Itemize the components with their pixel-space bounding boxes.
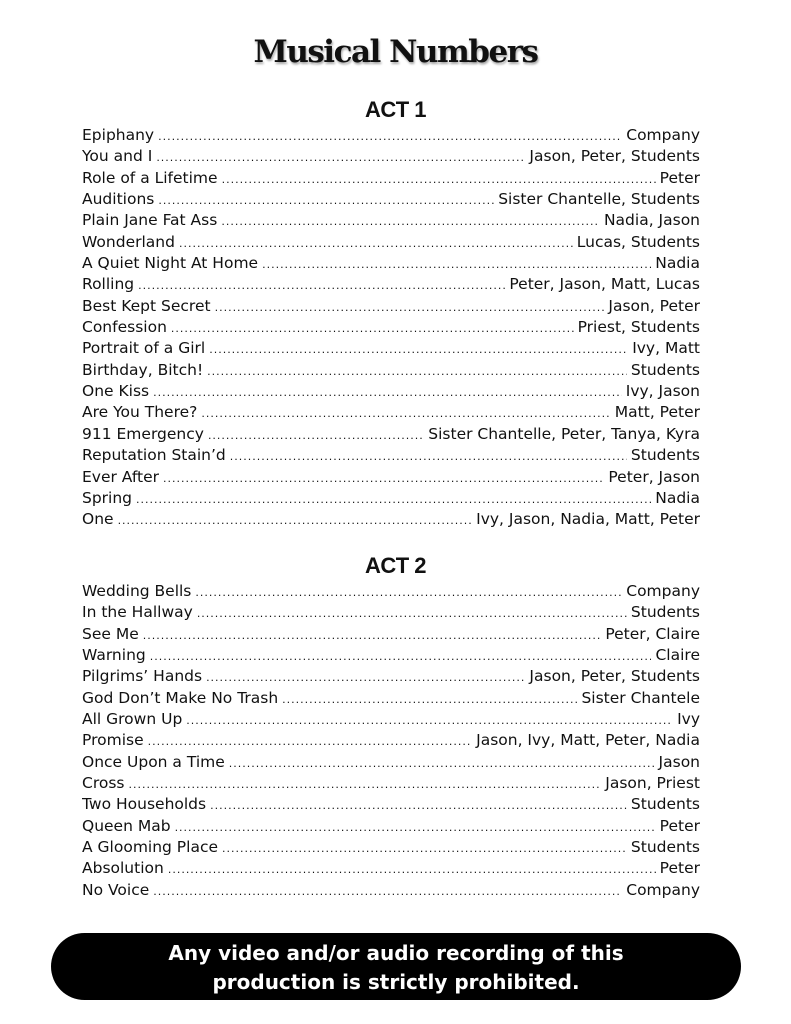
song-row — [82, 189, 700, 210]
dot-leader — [222, 838, 627, 858]
song-row — [82, 253, 700, 274]
dot-leader — [222, 169, 656, 189]
song-title: Two Households — [82, 795, 207, 814]
song-row — [82, 581, 700, 602]
dot-leader — [230, 446, 627, 466]
dot-leader — [179, 233, 573, 253]
dot-leader — [153, 881, 622, 901]
song-row — [82, 624, 700, 645]
song-cast: Ivy, Jason — [625, 382, 700, 401]
song-row — [82, 709, 700, 730]
dot-leader — [282, 689, 577, 709]
song-title: Spring — [82, 488, 133, 507]
song-cast: Claire — [655, 646, 700, 665]
dot-leader — [210, 795, 627, 815]
dot-leader — [171, 318, 574, 338]
dot-leader — [209, 339, 628, 359]
song-cast: Students — [630, 360, 700, 379]
song-cast: Priest, Students — [577, 318, 700, 337]
song-row — [82, 837, 700, 858]
song-row — [82, 488, 700, 509]
dot-leader — [148, 731, 473, 751]
song-title: Wonderland — [82, 232, 175, 251]
dot-leader — [158, 126, 622, 146]
song-title: Promise — [82, 731, 144, 750]
song-cast: Sister Chantele — [581, 688, 700, 707]
song-cast: Students — [630, 603, 700, 622]
song-cast: Peter, Jason, Matt, Lucas — [509, 275, 700, 294]
song-row — [82, 666, 700, 687]
song-cast: Nadia — [655, 254, 700, 273]
song-title: One Kiss — [82, 382, 150, 401]
dot-leader — [163, 468, 604, 488]
song-row — [82, 730, 700, 751]
song-row — [82, 688, 700, 709]
song-cast: Matt, Peter — [614, 403, 700, 422]
dot-leader — [156, 147, 525, 167]
song-title: Ever After — [82, 467, 160, 486]
song-title: Confession — [82, 318, 167, 337]
recording-notice-text: Any video and/or audio recording of this production is strictly prohibited. — [168, 940, 624, 994]
page-title: Musical Numbers — [253, 34, 538, 70]
song-title: Once Upon a Time — [82, 752, 225, 771]
song-cast: Students — [630, 795, 700, 814]
song-row — [82, 794, 700, 815]
dot-leader — [186, 710, 673, 730]
song-row — [82, 880, 700, 901]
dot-leader — [215, 297, 605, 317]
recording-notice-banner — [51, 933, 741, 1000]
dot-leader — [118, 510, 473, 530]
dot-leader — [129, 774, 602, 794]
song-row — [82, 752, 700, 773]
song-cast: Sister Chantelle, Students — [498, 190, 700, 209]
dot-leader — [158, 190, 494, 210]
song-title: In the Hallway — [82, 603, 193, 622]
song-title: Auditions — [82, 190, 155, 209]
song-cast: Sister Chantelle, Peter, Tanya, Kyra — [428, 424, 700, 443]
song-cast: Peter — [659, 816, 700, 835]
song-row — [82, 645, 700, 666]
song-row — [82, 424, 700, 445]
song-cast: Peter, Jason — [608, 467, 700, 486]
dot-leader — [150, 646, 652, 666]
song-cast: Jason, Ivy, Matt, Peter, Nadia — [476, 731, 700, 750]
act-1-heading: ACT 1 — [364, 97, 427, 122]
song-row — [82, 816, 700, 837]
dot-leader — [262, 254, 651, 274]
song-row — [82, 338, 700, 359]
song-title: Plain Jane Fat Ass — [82, 211, 218, 230]
song-title: God Don’t Make No Trash — [82, 688, 279, 707]
song-title: Rolling — [82, 275, 135, 294]
song-cast: Company — [626, 126, 700, 144]
song-row — [82, 467, 700, 488]
song-row — [82, 274, 700, 295]
song-row — [82, 317, 700, 338]
dot-leader — [201, 403, 610, 423]
song-row — [82, 602, 700, 623]
song-cast: Peter, Claire — [605, 624, 700, 643]
song-title: Birthday, Bitch! — [82, 360, 204, 379]
song-row — [82, 445, 700, 466]
song-title: Cross — [82, 774, 125, 793]
song-cast: Peter — [659, 859, 700, 878]
song-row — [82, 360, 700, 381]
song-cast: Ivy — [677, 710, 700, 729]
song-title: Wedding Bells — [82, 582, 192, 600]
dot-leader — [143, 625, 602, 645]
dot-leader — [153, 382, 622, 402]
song-cast: Ivy, Jason, Nadia, Matt, Peter — [476, 510, 700, 529]
song-row — [82, 210, 700, 231]
song-cast: Ivy, Matt — [632, 339, 700, 358]
song-row — [82, 168, 700, 189]
song-row — [82, 296, 700, 317]
song-row — [82, 232, 700, 253]
song-title: 911 Emergency — [82, 424, 204, 443]
song-cast: Peter — [659, 168, 700, 187]
song-row — [82, 381, 700, 402]
song-cast: Students — [630, 838, 700, 857]
song-cast: Jason, Peter, Students — [529, 667, 700, 686]
song-title: Are You There? — [82, 403, 198, 422]
song-cast: Jason, Peter, Students — [529, 147, 700, 166]
dot-leader — [175, 817, 656, 837]
dot-leader — [195, 582, 622, 602]
act-1-song-list — [82, 125, 700, 531]
dot-leader — [207, 361, 627, 381]
song-row — [82, 773, 700, 794]
song-cast: Jason — [658, 752, 700, 771]
song-title: You and I — [82, 147, 153, 166]
dot-leader — [168, 859, 656, 879]
song-cast: Jason, Peter — [608, 296, 700, 315]
song-row — [82, 146, 700, 167]
dot-leader — [206, 667, 525, 687]
song-title: Role of a Lifetime — [82, 168, 218, 187]
song-title: Pilgrims’ Hands — [82, 667, 203, 686]
song-cast: Nadia — [655, 488, 700, 507]
act-2-heading: ACT 2 — [364, 553, 427, 578]
song-title: Best Kept Secret — [82, 296, 211, 315]
song-cast: Nadia, Jason — [603, 211, 700, 230]
song-row — [82, 509, 700, 530]
dot-leader — [208, 425, 424, 445]
song-title: Portrait of a Girl — [82, 339, 206, 358]
dot-leader — [138, 275, 505, 295]
song-title: See Me — [82, 624, 139, 643]
song-title: All Grown Up — [82, 710, 183, 729]
song-title: One — [82, 510, 114, 529]
song-cast: Jason, Priest — [605, 774, 700, 793]
dot-leader — [197, 603, 627, 623]
song-title: Absolution — [82, 859, 164, 878]
dot-leader — [136, 489, 651, 509]
song-row — [82, 125, 700, 146]
song-title: A Glooming Place — [82, 838, 219, 857]
dot-leader — [229, 753, 655, 773]
dot-leader — [221, 211, 600, 231]
song-cast: Lucas, Students — [576, 232, 700, 251]
song-row — [82, 402, 700, 423]
song-title: Epiphany — [82, 126, 155, 144]
song-title: Warning — [82, 646, 146, 665]
song-row — [82, 858, 700, 879]
song-title: A Quiet Night At Home — [82, 254, 259, 273]
song-title: No Voice — [82, 880, 150, 899]
song-title: Queen Mab — [82, 816, 171, 835]
song-cast: Students — [630, 446, 700, 465]
song-cast: Company — [626, 582, 700, 600]
song-cast: Company — [626, 880, 700, 899]
act-2-song-list — [82, 581, 700, 901]
song-title: Reputation Stain’d — [82, 446, 226, 465]
